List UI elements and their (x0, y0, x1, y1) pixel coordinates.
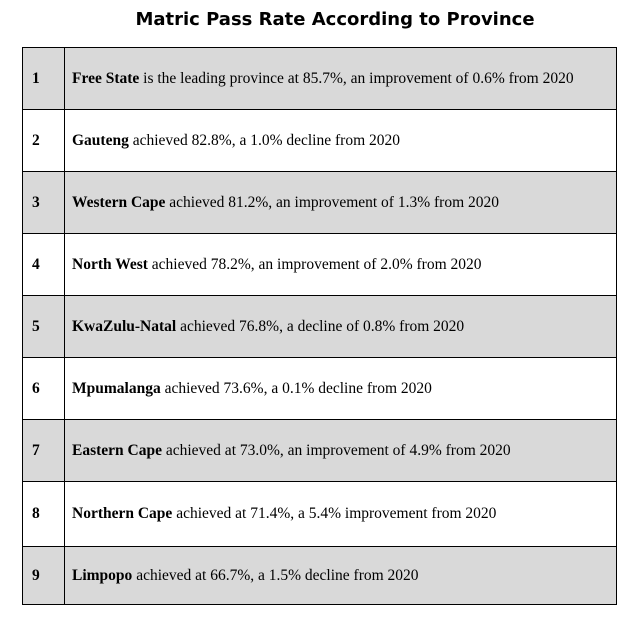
row-number: 1 (23, 48, 65, 110)
province-name: KwaZulu-Natal (72, 317, 177, 335)
table-row (23, 172, 617, 234)
row-description (65, 482, 617, 547)
province-name: Northern Cape (72, 505, 173, 522)
table-row (23, 358, 617, 420)
page-title: Matric Pass Rate According to Province (135, 9, 535, 30)
row-description (65, 110, 617, 172)
province-name: Eastern Cape (72, 441, 162, 459)
province-name: North West (72, 255, 148, 273)
province-result: achieved 81.2%, an improvement of 1.3% from 2020 (165, 193, 500, 211)
province-name: Limpopo (72, 566, 133, 584)
row-number: 2 (23, 110, 65, 172)
province-result: achieved at 73.0%, an improvement of 4.9% from 2020 (161, 441, 511, 459)
row-description (65, 547, 617, 605)
table-row (23, 547, 617, 605)
row-number: 5 (23, 296, 65, 358)
province-name: Gauteng (72, 131, 129, 149)
row-description (65, 234, 617, 296)
table-row (23, 48, 617, 110)
row-number: 9 (23, 547, 65, 605)
province-result: achieved 78.2%, an improvement of 2.0% from 2020 (147, 255, 482, 273)
row-number: 4 (23, 234, 65, 296)
province-result: is the leading province at 85.7%, an improvement of 0.6% from 2020 (139, 69, 574, 87)
row-number: 7 (23, 420, 65, 482)
table-row (23, 234, 617, 296)
province-name: Western Cape (72, 193, 166, 211)
row-number: 8 (23, 482, 65, 547)
table-row (23, 420, 617, 482)
row-description (65, 358, 617, 420)
row-number: 6 (23, 358, 65, 420)
province-result: achieved at 66.7%, a 1.5% decline from 2020 (132, 566, 419, 584)
province-result: achieved at 71.4%, a 5.4% improvement from 2020 (172, 505, 497, 522)
province-result: achieved 82.8%, a 1.0% decline from 2020 (128, 131, 401, 149)
row-number: 3 (23, 172, 65, 234)
province-pass-rate-table (22, 47, 617, 605)
row-description (65, 296, 617, 358)
table-row (23, 110, 617, 172)
province-name: Free State (72, 69, 140, 87)
table-row (23, 296, 617, 358)
province-result: achieved 73.6%, a 0.1% decline from 2020 (160, 379, 432, 397)
row-description (65, 48, 617, 110)
row-description (65, 420, 617, 482)
province-result: achieved 76.8%, a decline of 0.8% from 2020 (176, 317, 465, 335)
table-row (23, 482, 617, 547)
row-description (65, 172, 617, 234)
province-name: Mpumalanga (72, 379, 161, 397)
